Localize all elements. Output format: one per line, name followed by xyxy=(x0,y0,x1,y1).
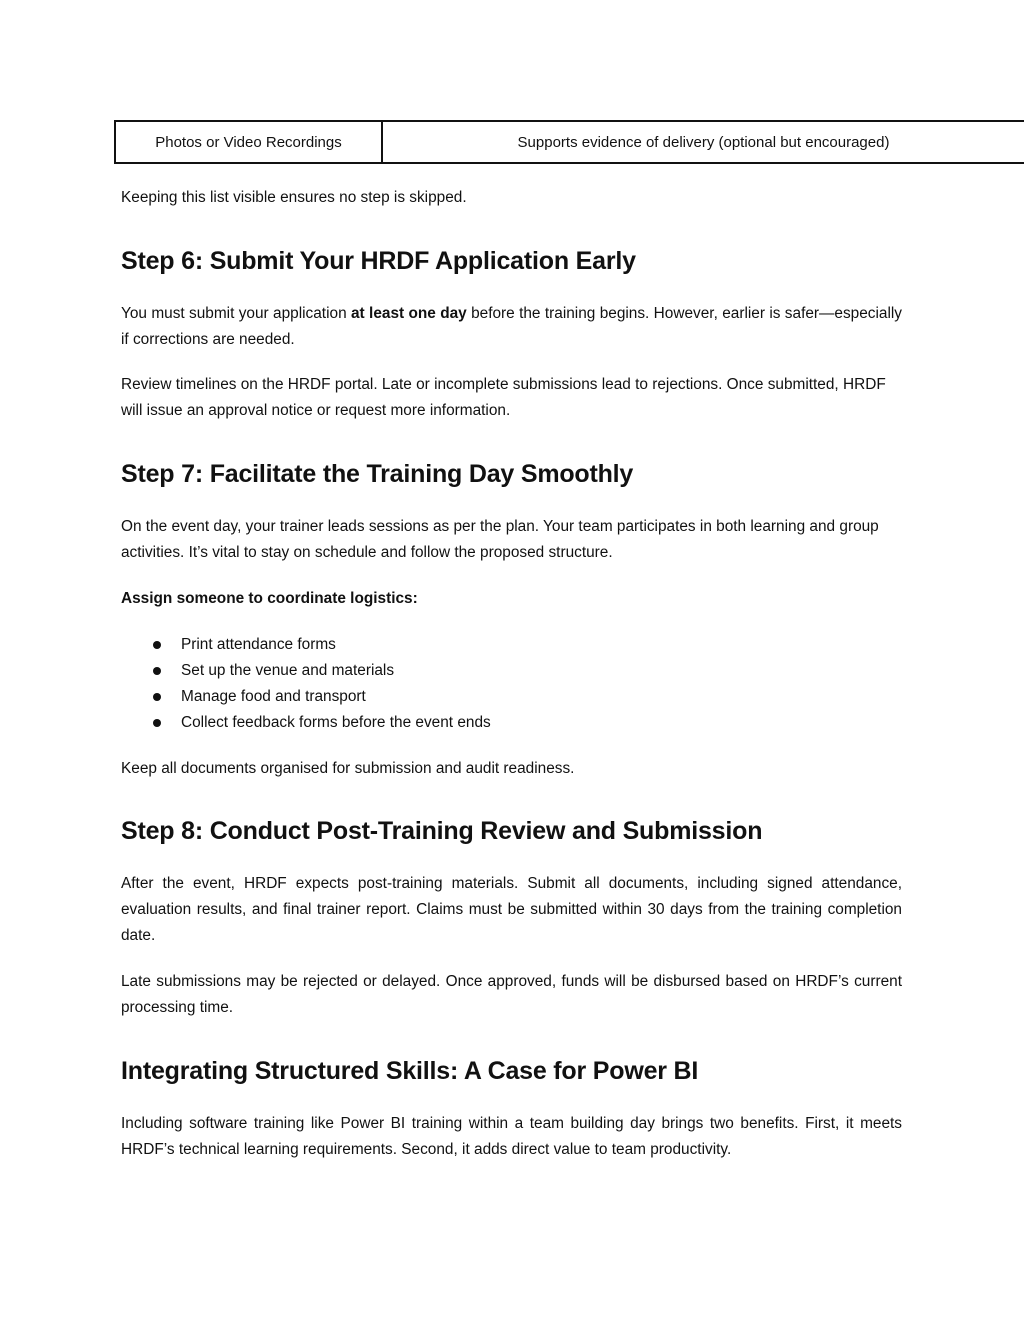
bullet-icon xyxy=(153,667,161,675)
step7-paragraph-1: On the event day, your trainer leads sessions as per the plan. Your team participates in both learning and group activities. It’s vital to stay on schedule and follow the proposed structure. xyxy=(121,518,879,561)
step6-p1-text-end: before the training begins. However, earlier is safer—especially if corrections are needed. xyxy=(121,305,902,348)
powerbi-paragraph-1: Including software training like Power BI training within a team building day brings two benefits. First, it meets HRDF’s technical learning requirements. Second, it adds direct value to team productivity. xyxy=(121,1115,902,1158)
table-cell-item: Photos or Video Recordings xyxy=(115,121,382,163)
step6-paragraph-1 xyxy=(121,301,902,353)
step6-p1-emphasis: at least one day xyxy=(351,305,467,322)
table-row xyxy=(115,121,1024,163)
list-item-text: Set up the venue and materials xyxy=(181,662,395,679)
list-item xyxy=(121,658,491,684)
step6-heading: Step 6: Submit Your HRDF Application Early xyxy=(121,247,636,275)
step6-paragraph-2: Review timelines on the HRDF portal. Late or incomplete submissions lead to rejections. Once submitted, HRDF will issue an approval notice or request more information. xyxy=(121,376,886,419)
powerbi-heading: Integrating Structured Skills: A Case for Power BI xyxy=(121,1057,699,1085)
step7-heading: Step 7: Facilitate the Training Day Smoothly xyxy=(121,460,634,488)
list-item xyxy=(121,710,491,736)
logistics-list xyxy=(121,632,491,736)
table-cell-purpose: Supports evidence of delivery (optional but encouraged) xyxy=(382,121,1024,163)
step6-p1-text: You must submit your application xyxy=(121,305,351,322)
list-item-text: Collect feedback forms before the event ends xyxy=(181,714,491,731)
step7-closing: Keep all documents organised for submission and audit readiness. xyxy=(121,760,575,777)
list-item xyxy=(121,632,491,658)
step8-paragraph-2: Late submissions may be rejected or delayed. Once approved, funds will be disbursed based on HRDF’s current processing time. xyxy=(121,973,902,1016)
bullet-icon xyxy=(153,641,161,649)
list-item-text: Manage food and transport xyxy=(181,688,366,705)
bullet-icon xyxy=(153,693,161,701)
evidence-table xyxy=(114,120,1024,164)
bullet-icon xyxy=(153,719,161,727)
step8-paragraph-1: After the event, HRDF expects post-training materials. Submit all documents, including signed attendance, evaluation results, and final trainer report. Claims must be submitted within 30 days from the training completion date. xyxy=(121,875,902,944)
list-item-text: Print attendance forms xyxy=(181,636,336,653)
intro-note: Keeping this list visible ensures no step is skipped. xyxy=(121,189,467,206)
logistics-label: Assign someone to coordinate logistics: xyxy=(121,590,418,607)
list-item xyxy=(121,684,491,710)
step8-heading: Step 8: Conduct Post-Training Review and Submission xyxy=(121,817,763,845)
